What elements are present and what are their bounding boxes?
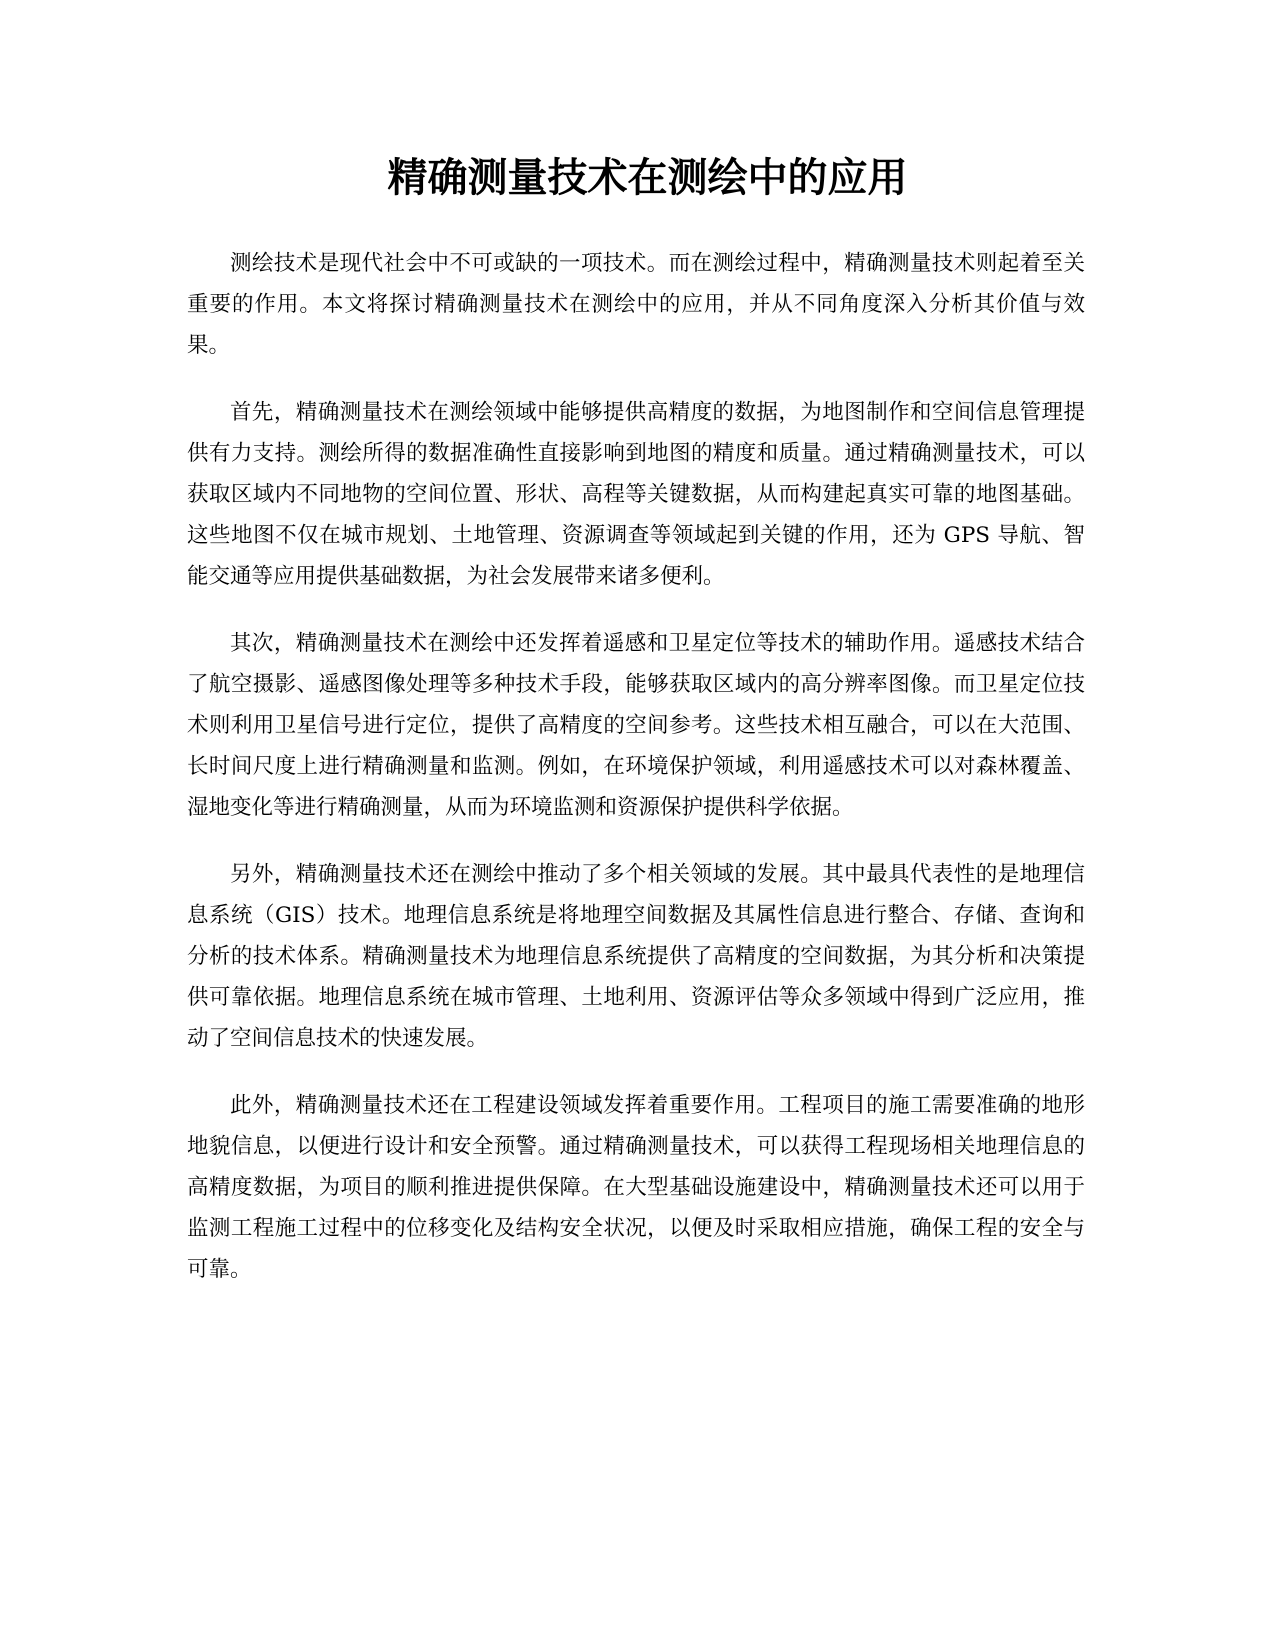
document-body (187, 243, 1085, 1316)
paragraph-1: 测绘技术是现代社会中不可或缺的一项技术。而在测绘过程中，精确测量技术则起着至关重要的作用。本文将探讨精确测量技术在测绘中的应用，并从不同角度深入分析其价值与效果。 (187, 251, 1085, 358)
paragraph-2: 首先，精确测量技术在测绘领域中能够提供高精度的数据，为地图制作和空间信息管理提供有力支持。测绘所得的数据准确性直接影响到地图的精度和质量。通过精确测量技术，可以获取区域内不同地物的空间位置、形状、高程等关键数据，从而构建起真实可靠的地图基础。这些地图不仅在城市规划、土地管理、资源调查等领域起到关键的作用，还为 GPS 导航、智能交通等应用提供基础数据，为社会发展带来诸多便利。 (187, 400, 1085, 589)
paragraph-3: 其次，精确测量技术在测绘中还发挥着遥感和卫星定位等技术的辅助作用。遥感技术结合了航空摄影、遥感图像处理等多种技术手段，能够获取区域内的高分辨率图像。而卫星定位技术则利用卫星信号进行定位，提供了高精度的空间参考。这些技术相互融合，可以在大范围、长时间尺度上进行精确测量和监测。例如，在环境保护领域，利用遥感技术可以对森林覆盖、湿地变化等进行精确测量，从而为环境监测和资源保护提供科学依据。 (187, 631, 1085, 820)
paragraph-4: 另外，精确测量技术还在测绘中推动了多个相关领域的发展。其中最具代表性的是地理信息系统（GIS）技术。地理信息系统是将地理空间数据及其属性信息进行整合、存储、查询和分析的技术体系。精确测量技术为地理信息系统提供了高精度的空间数据，为其分析和决策提供可靠依据。地理信息系统在城市管理、土地利用、资源评估等众多领域中得到广泛应用，推动了空间信息技术的快速发展。 (187, 862, 1085, 1051)
paragraph-5: 此外，精确测量技术还在工程建设领域发挥着重要作用。工程项目的施工需要准确的地形地貌信息，以便进行设计和安全预警。通过精确测量技术，可以获得工程现场相关地理信息的高精度数据，为项目的顺利推进提供保障。在大型基础设施建设中，精确测量技术还可以用于监测工程施工过程中的位移变化及结构安全状况，以便及时采取相应措施，确保工程的安全与可靠。 (187, 1093, 1085, 1282)
page-title: 精确测量技术在测绘中的应用 (387, 155, 908, 201)
